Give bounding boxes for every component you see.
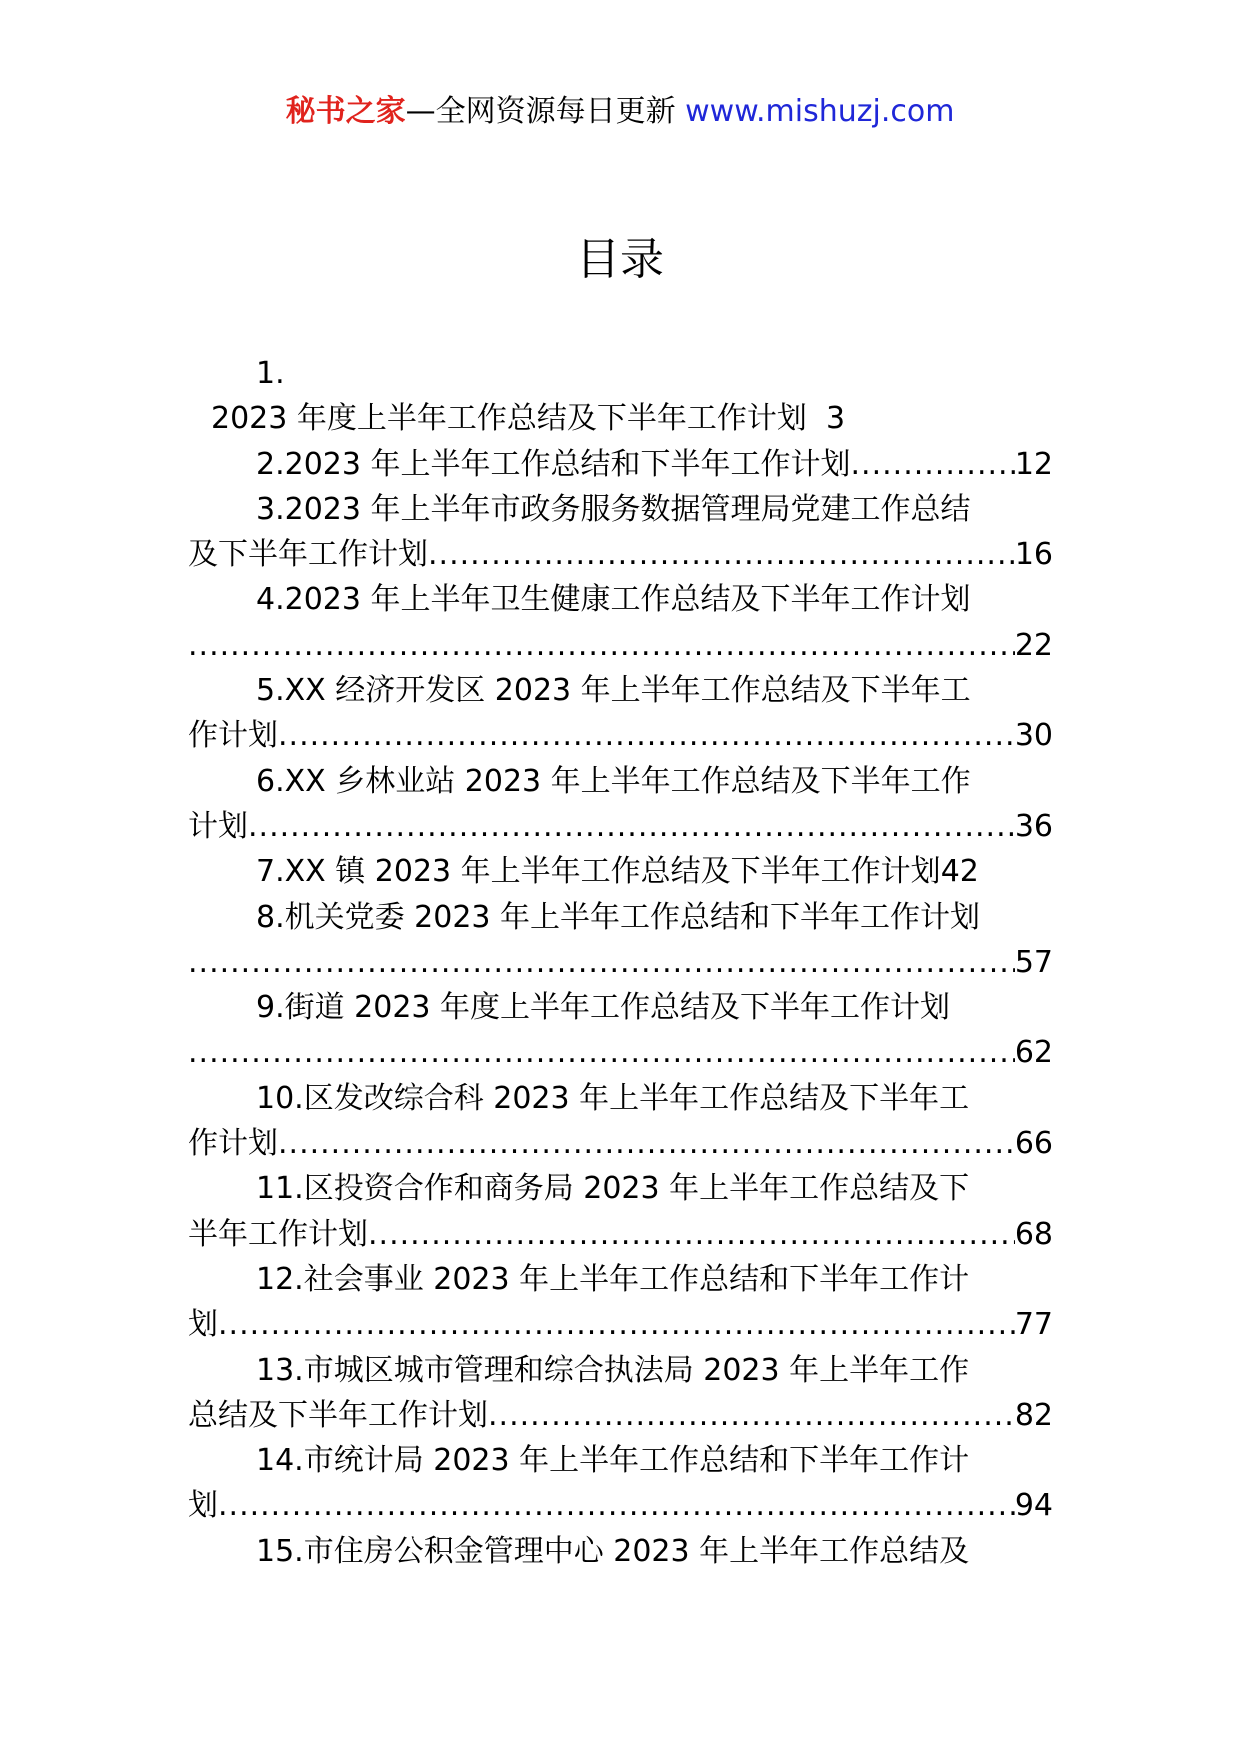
toc-page-number: 62 [1014,1035,1053,1071]
toc-entry-5-cont[interactable] [188,713,1053,758]
toc-page-number: 16 [1014,537,1053,573]
toc-entry-title: 10.区发改综合科 2023 年上半年工作总结及下半年工 [256,1080,970,1116]
toc-entry-13[interactable] [188,1348,1053,1393]
toc-entry-12[interactable] [188,1257,1053,1302]
site-header [0,92,1240,132]
toc-entry-title: 4.2023 年上半年卫生健康工作总结及下半年工作计划 [256,582,971,618]
toc-entry-14[interactable] [188,1438,1053,1483]
toc-entry-8[interactable] [188,895,1053,940]
toc-leader-dots [278,713,1015,758]
toc-entry-13-cont[interactable] [188,1393,1053,1438]
toc-entry-9-cont[interactable] [188,1030,1053,1075]
toc-entry-1-number[interactable]: 1. [256,356,285,391]
toc-entry-title-cont: 半年工作计划 [188,1216,368,1252]
toc-entry-4-cont[interactable] [188,623,1053,668]
toc-entry-title: 15.市住房公积金管理中心 2023 年上半年工作总结及 [256,1533,970,1569]
toc-leader-dots [278,1121,1015,1166]
toc-entry-title-cont: 作计划 [188,718,278,754]
toc-entry-3[interactable] [188,487,1053,532]
toc-page-number: 57 [1014,944,1053,980]
toc-entry-title-cont: 划 [188,1488,218,1524]
toc-entry-3-cont[interactable] [188,532,1053,577]
toc-page-number: 42 [940,854,979,890]
site-url-link[interactable]: www.mishuzj.com [685,94,955,129]
toc-page-number: 12 [1014,446,1053,482]
toc-leader-dots [368,1212,1015,1257]
toc-entry-title: 11.区投资合作和商务局 2023 年上半年工作总结及下 [256,1171,970,1207]
toc-leader-dots [851,442,1015,487]
toc-page-number: 82 [1014,1397,1053,1433]
toc-entry-1[interactable] [188,396,1053,441]
toc-entry-6[interactable] [188,759,1053,804]
toc-entry-title: 7.XX 镇 2023 年上半年工作总结及下半年工作计划 [256,854,941,890]
toc-entry-5[interactable] [188,668,1053,713]
toc-entry-11[interactable] [188,1166,1053,1211]
toc-entry-14-cont[interactable] [188,1483,1053,1528]
toc-entry-title: 12.社会事业 2023 年上半年工作总结和下半年工作计 [256,1261,970,1297]
toc-entry-title-cont: 划 [188,1307,218,1343]
toc-entry-2[interactable] [188,442,1053,487]
toc-leader-dots [188,1030,1015,1075]
brand-name: 秘书之家 [285,94,406,129]
toc-entry-title: 13.市城区城市管理和综合执法局 2023 年上半年工作 [256,1352,970,1388]
toc-entry-title: 5.XX 经济开发区 2023 年上半年工作总结及下半年工 [256,673,971,709]
toc-entry-title: 3.2023 年上半年市政务服务数据管理局党建工作总结 [256,491,971,527]
toc-page-number: 3 [825,401,846,437]
table-of-contents [188,351,1053,1574]
toc-entry-title: 6.XX 乡林业站 2023 年上半年工作总结及下半年工作 [256,763,971,799]
toc-entry-title-cont: 及下半年工作计划 [188,537,428,573]
toc-leader-dots [428,532,1015,577]
toc-entry-9[interactable] [188,985,1053,1030]
toc-leader-dots [218,1483,1015,1528]
toc-entry-4[interactable] [188,577,1053,622]
toc-entry-6-cont[interactable] [188,804,1053,849]
toc-entry-title-cont: 计划 [188,808,248,844]
toc-entry-title: 2.2023 年上半年工作总结和下半年工作计划 [256,446,851,482]
toc-entry-title: 14.市统计局 2023 年上半年工作总结和下半年工作计 [256,1443,970,1479]
toc-entry-10[interactable] [188,1076,1053,1121]
toc-leader-dots [188,940,1015,985]
toc-entry-title: 8.机关党委 2023 年上半年工作总结和下半年工作计划 [256,899,981,935]
toc-entry-title: 9.街道 2023 年度上半年工作总结及下半年工作计划 [256,990,951,1026]
toc-entry-15[interactable] [188,1529,1053,1574]
toc-entry-10-cont[interactable] [188,1121,1053,1166]
toc-leader-dots [488,1393,1015,1438]
page-title: 目录 [576,234,664,285]
toc-leader-dots [188,623,1015,668]
toc-page-number: 36 [1014,808,1053,844]
toc-leader-dots [218,1302,1015,1347]
toc-entry-11-cont[interactable] [188,1212,1053,1257]
toc-entry-7[interactable] [188,849,1053,894]
toc-page-number: 66 [1014,1126,1053,1162]
toc-entry-title-cont: 作计划 [188,1126,278,1162]
toc-entry-8-cont[interactable] [188,940,1053,985]
toc-page-number: 30 [1014,718,1053,754]
toc-page-number: 68 [1014,1216,1053,1252]
toc-page-number: 94 [1014,1488,1053,1524]
toc-entry-title: 2023 年度上半年工作总结及下半年工作计划 [211,401,807,437]
toc-entry-12-cont[interactable] [188,1302,1053,1347]
toc-entry-title-cont: 总结及下半年工作计划 [188,1397,488,1433]
site-slogan: —全网资源每日更新 [405,94,676,129]
toc-leader-dots [248,804,1015,849]
toc-page-number: 77 [1014,1307,1053,1343]
toc-page-number: 22 [1014,627,1053,663]
